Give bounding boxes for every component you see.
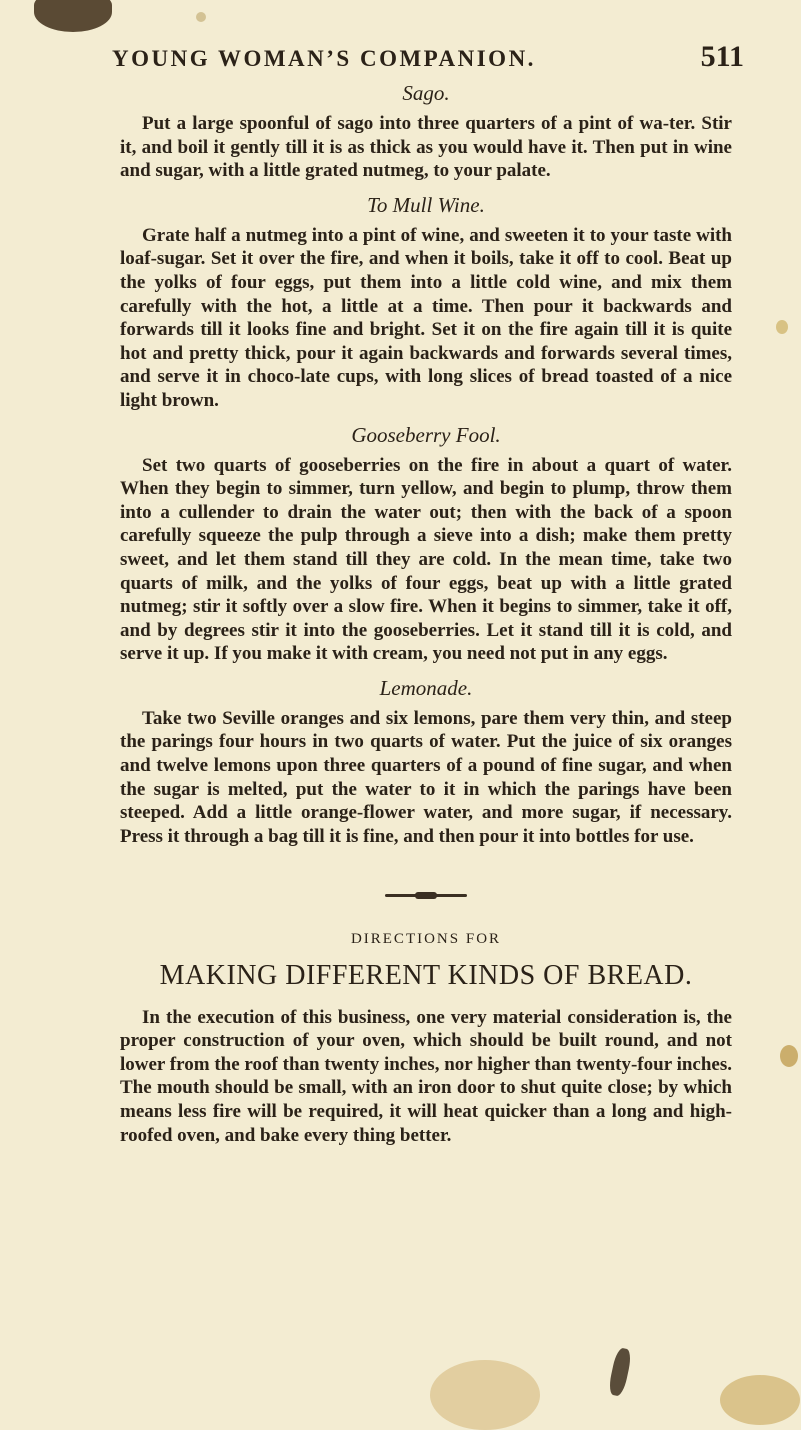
recipe-text: Put a large spoonful of sago into three quarters of a pint of wa-ter. Stir it, and boil it gently till it is as thick as you would have it. Then put in wine and sugar, with a little grated nutmeg, to your palate. bbox=[120, 113, 732, 182]
recipe-heading: Lemonade. bbox=[379, 675, 473, 700]
section-kicker: DIRECTIONS FOR bbox=[350, 931, 502, 948]
running-head bbox=[112, 40, 744, 74]
stain-bottom-right bbox=[720, 1375, 800, 1425]
section-text: In the execution of this business, one very material consideration is, the proper construction of your oven, which should be built round, and not lower from the roof than twenty inches, nor higher than twenty-four inches. The mouth should be small, with an iron door to shut quite close; by which means less fire will be required, it will heat quicker than a long and high-roofed oven, and bake every thing better. bbox=[120, 1006, 732, 1146]
recipe-text: Take two Seville oranges and six lemons, pare them very thin, and steep the parings four hours in two quarts of water. Put the juice of six oranges and twelve lemons upon three quarters of a pound of fine sugar, and when the sugar is melted, put the water to it in which the parings have been steeped. Add a little orange-flower water, and more sugar, if necessary. Press it through a bag till it is fine, and then pour it into bottles for use. bbox=[120, 707, 732, 847]
foxing-spot bbox=[776, 320, 788, 334]
recipe-text: Grate half a nutmeg into a pint of wine, and sweeten it to your taste with loaf-sugar. Set it over the fire, and when it boils, take it off to cool. Beat up the yolks of four eggs, put them into a little cold wine, and mix them carefully with the hot, a little at a time. Then pour it backwards and forwards till it looks fine and bright. Set it on the fire again till it is quite hot and pretty thick, pour it again backwards and forwards several times, and serve it in choco-late cups, with long slices of bread toasted of a nice light brown. bbox=[120, 224, 732, 411]
recipe-heading: Gooseberry Fool. bbox=[351, 422, 501, 447]
stain-bottom bbox=[430, 1360, 540, 1430]
stain-bottom-mark bbox=[607, 1347, 633, 1397]
page-number: 511 bbox=[700, 40, 744, 73]
section-divider bbox=[120, 880, 732, 904]
foxing-spot bbox=[196, 12, 206, 22]
recipe-heading: To Mull Wine. bbox=[367, 192, 485, 217]
recipe-text: Set two quarts of gooseberries on the fire in about a quart of water. When they begin to simmer, turn yellow, and begin to plump, throw them into a cullender to drain the water out; then with the back of a spoon carefully squeeze the pulp through a sieve into a dish; make them pretty sweet, and let them stand till they are cold. In the mean time, take two quarts of milk, and the yolks of four eggs, beat up with a little grated nutmeg; stir it softly over a slow fire. When it begins to simmer, take it off, and by degrees stir it into the gooseberries. Let it stand till it is cold, and serve it up. If you make it with cream, you need not put in any eggs. bbox=[120, 454, 732, 665]
foxing-spot bbox=[780, 1045, 798, 1067]
page-body bbox=[120, 80, 732, 1156]
recipe-lemonade bbox=[120, 675, 732, 849]
running-head-title: YOUNG WOMAN’S COMPANION. bbox=[112, 46, 536, 71]
recipe-mull-wine bbox=[120, 192, 732, 413]
recipe-heading: Sago. bbox=[402, 81, 450, 105]
ornamental-rule bbox=[385, 894, 467, 897]
section-title: MAKING DIFFERENT KINDS OF BREAD. bbox=[159, 959, 693, 991]
recipe-sago bbox=[120, 80, 732, 183]
ink-blot-top-left bbox=[34, 0, 112, 32]
recipe-gooseberry-fool bbox=[120, 422, 732, 666]
